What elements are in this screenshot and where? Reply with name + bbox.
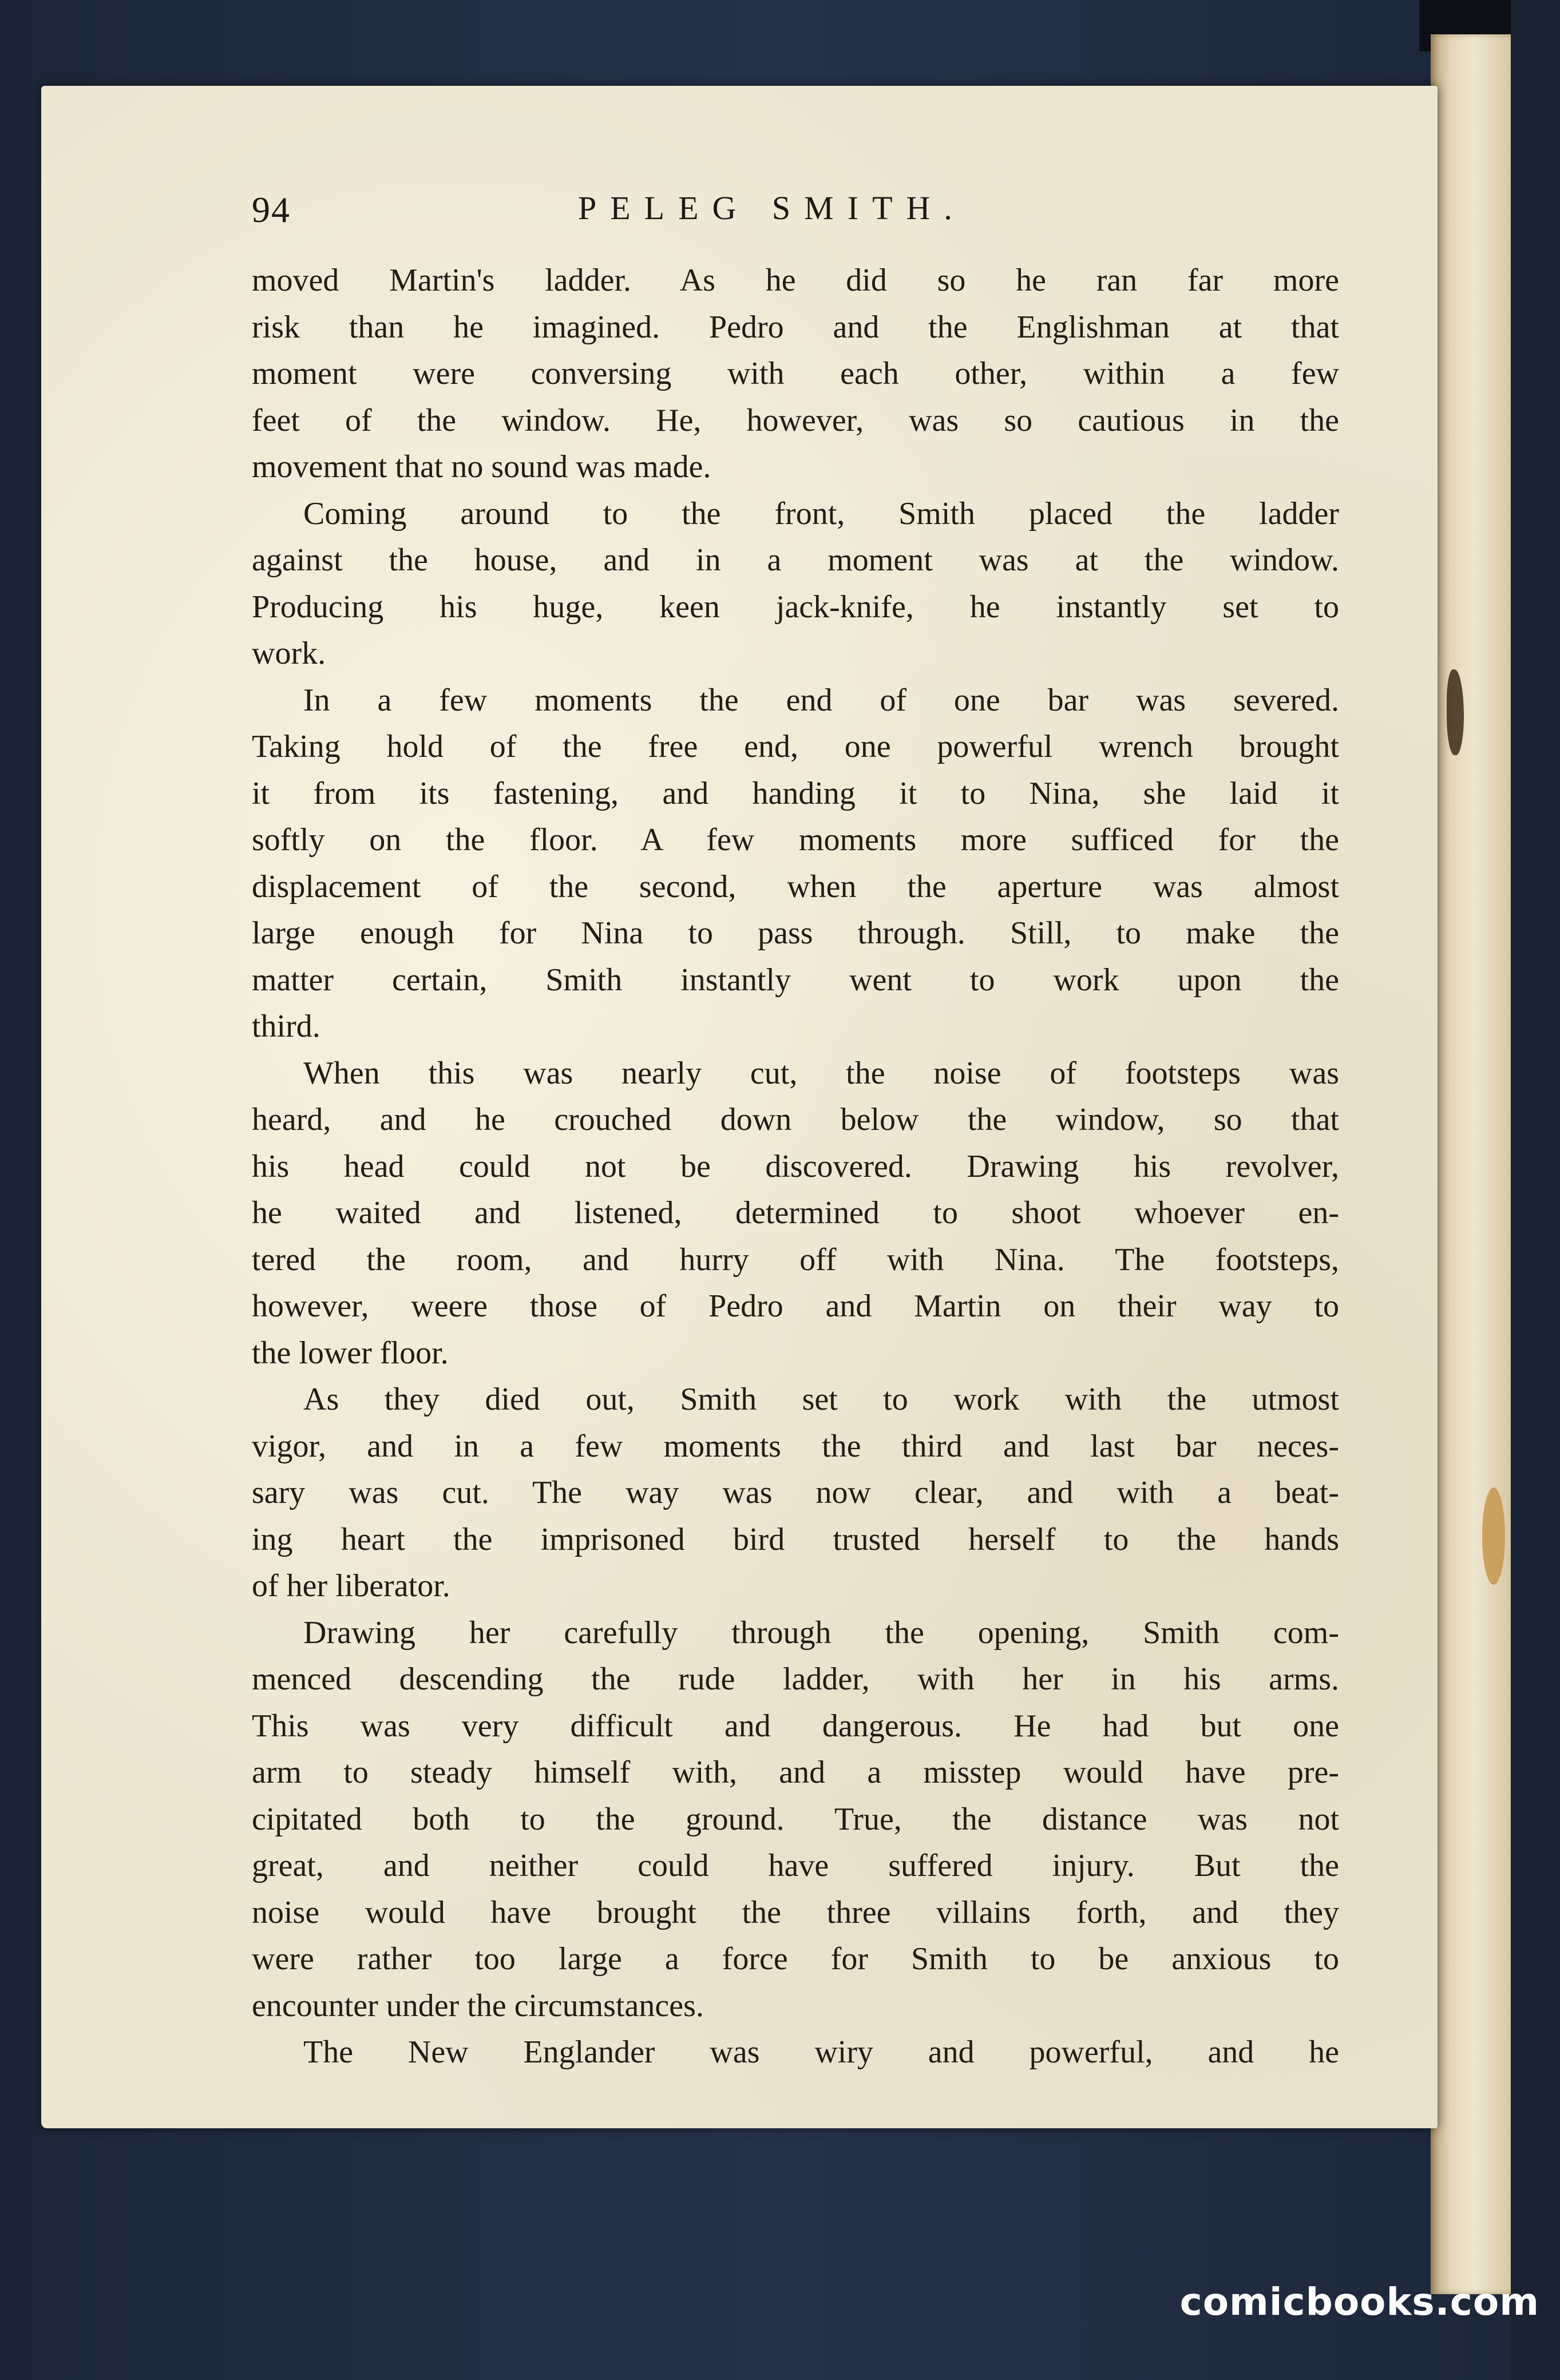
text-line: feet of the window. He, however, was so cautious in the — [252, 402, 1339, 438]
text-line: encounter under the circumstances. — [252, 1988, 704, 2024]
text-line: displacement of the second, when the aperture was almost — [252, 868, 1339, 905]
text-line: great, and neither could have suffered injury. But the — [252, 1848, 1339, 1883]
gutter-stain — [1482, 1488, 1505, 1585]
running-head: PELEG SMITH. — [578, 189, 966, 227]
paragraph — [252, 1377, 1339, 1610]
text-line: As they died out, Smith set to work with the utmost — [303, 1382, 1339, 1417]
text-line: were rather too large a force for Smith to be anxious to — [252, 1941, 1339, 1977]
paragraph — [252, 491, 1339, 677]
paragraph — [252, 2029, 1339, 2076]
text-line: The New Englander was wiry and powerful, and he — [303, 2034, 1339, 2070]
paragraph — [252, 1050, 1339, 1377]
text-line: it from its fastening, and handing it to Nina, she laid it — [252, 775, 1339, 811]
text-line: the lower floor. — [252, 1335, 449, 1371]
text-line: of her liberator. — [252, 1568, 450, 1604]
body-text — [252, 257, 1339, 2076]
text-line: Taking hold of the free end, one powerful wrench brought — [252, 729, 1339, 764]
text-line: cipitated both to the ground. True, the distance was not — [252, 1801, 1339, 1837]
text-line: matter certain, Smith instantly went to work upon the — [252, 962, 1339, 998]
text-line: third. — [252, 1009, 320, 1044]
text-line: heard, and he crouched down below the window, so that — [252, 1102, 1339, 1137]
text-line: against the house, and in a moment was at the window. — [252, 542, 1339, 578]
page-header — [252, 189, 1339, 257]
watermark: comicbooks.com — [1179, 2280, 1539, 2324]
text-line: arm to steady himself with, and a misstep would have pre- — [252, 1755, 1339, 1790]
text-line: work. — [252, 636, 326, 671]
text-line: however, weere those of Pedro and Martin on their way to — [252, 1288, 1339, 1324]
text-line: noise would have brought the three villains forth, and they — [252, 1894, 1339, 1930]
text-line: menced descending the rude ladder, with her in his arms. — [252, 1661, 1339, 1697]
text-line: Producing his huge, keen jack-knife, he instantly set to — [252, 589, 1339, 625]
background-edge — [1511, 0, 1560, 2380]
text-line: In a few moments the end of one bar was severed. — [303, 682, 1339, 718]
text-line: softly on the floor. A few moments more sufficed for the — [252, 822, 1339, 858]
text-line: movement that no sound was made. — [252, 449, 711, 485]
text-line: Drawing her carefully through the opening, Smith com- — [303, 1615, 1339, 1651]
text-line: moment were conversing with each other, within a few — [252, 356, 1339, 391]
paragraph — [252, 257, 1339, 491]
text-line: Coming around to the front, Smith placed the ladder — [303, 495, 1339, 531]
paragraph — [252, 1610, 1339, 2030]
text-line: risk than he imagined. Pedro and the Englishman at that — [252, 309, 1339, 345]
text-line: he waited and listened, determined to shoot whoever en- — [252, 1195, 1339, 1231]
text-line: large enough for Nina to pass through. Still, to make the — [252, 915, 1339, 951]
page-gutter — [1431, 34, 1511, 2294]
paragraph — [252, 677, 1339, 1050]
text-line: moved Martin's ladder. As he did so he ran far more — [252, 263, 1339, 298]
page-number: 94 — [252, 189, 291, 230]
text-line: vigor, and in a few moments the third and last bar neces- — [252, 1428, 1339, 1464]
text-line: When this was nearly cut, the noise of footsteps was — [303, 1055, 1339, 1091]
text-line: This was very difficult and dangerous. He had but one — [252, 1708, 1339, 1744]
text-line: sary was cut. The way was now clear, and with a beat- — [252, 1475, 1339, 1510]
text-line: tered the room, and hurry off with Nina. The footsteps, — [252, 1241, 1339, 1278]
text-line: ing heart the imprisoned bird trusted herself to the hands — [252, 1521, 1339, 1557]
text-line: his head could not be discovered. Drawing his revolver, — [252, 1148, 1339, 1184]
